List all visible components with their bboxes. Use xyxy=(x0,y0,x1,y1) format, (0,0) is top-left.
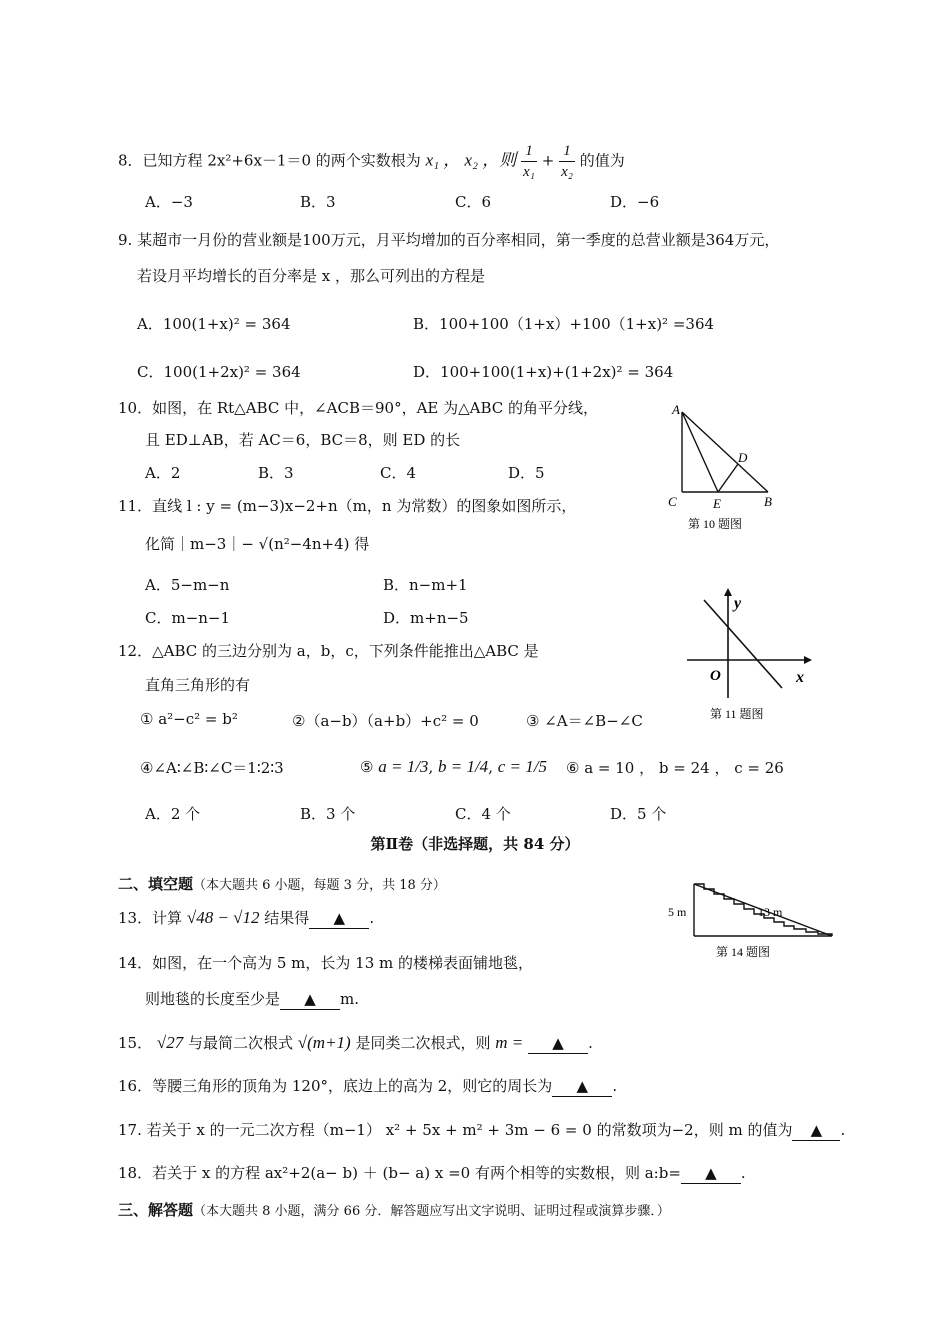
q9-line1: 9. 某超市一月份的营业额是100万元，月平均增加的百分率相同，第一季度的总营业额是364万元， xyxy=(118,231,780,249)
q9-option-a: A．100(1+x)² = 364 xyxy=(137,315,291,333)
q18: 18．若关于 x 的方程 ax²+2(a− b) ＋ (b− a) x =0 有两个相等的实数根，则 a:b= ▲ . xyxy=(118,1164,746,1182)
q12-cond-6: ⑥ a = 10 ， b = 24 ， c = 26 xyxy=(566,759,784,777)
q10-label-b: B xyxy=(764,494,772,509)
q10-side-ab xyxy=(682,412,768,492)
q10-segment-ed xyxy=(718,464,738,492)
q11-figure xyxy=(682,588,812,723)
q14-figure xyxy=(660,878,840,963)
q12-option-d: D．5 个 xyxy=(610,805,667,823)
q8-option-c: C．6 xyxy=(455,193,492,211)
q12-option-a: A．2 个 xyxy=(145,805,201,823)
q14-label-length: 13 m xyxy=(758,905,783,919)
q11-caption: 第 11 题图 xyxy=(710,707,764,721)
q10-line1: 10．如图，在 Rt△ABC 中，∠ACB＝90°，AE 为△ABC 的角平分线， xyxy=(118,399,599,417)
q14-answer-blank[interactable]: ▲ xyxy=(280,989,340,1010)
q12-option-c: C．4 个 xyxy=(455,805,511,823)
q11-label-o: O xyxy=(710,668,721,684)
q8-option-a: A．−3 xyxy=(145,193,193,211)
q10-label-c: C xyxy=(668,494,677,509)
q14-line1: 14．如图，在一个高为 5 m，长为 13 m 的楼梯表面铺地毯， xyxy=(118,954,534,972)
q18-answer-blank[interactable]: ▲ xyxy=(681,1163,741,1184)
q12-line2: 直角三角形的有 xyxy=(145,676,251,694)
q11-option-d: D．m+n−5 xyxy=(383,609,469,627)
q15-answer-blank[interactable]: ▲ xyxy=(528,1033,588,1054)
q11-x-arrow xyxy=(804,656,812,664)
q12-cond-4: ④∠A∶∠B∶∠C＝1∶2∶3 xyxy=(140,759,284,777)
q8-option-d: D．−6 xyxy=(610,193,660,211)
q11-line1: 11．直线 l : y = (m−3)x−2+n（m，n 为常数）的图象如图所示， xyxy=(118,497,577,515)
q11-y-arrow xyxy=(724,588,732,596)
q8-stem: 8．已知方程 2x²+6x－1＝0 的两个实数根为 x₁ ， x₂ ，则 $\frac{1}{\text{x₁}}$ + $\frac{1}{\text{x₂}}$ 的值为 xyxy=(118,143,625,180)
section2-header: 二、填空题（本大题共 6 小题，每题 3 分，共 18 分） xyxy=(118,875,446,893)
q10-option-b: B．3 xyxy=(258,464,294,482)
q16: 16．等腰三角形的顶角为 120°，底边上的高为 2，则它的周长为 ▲ . xyxy=(118,1077,618,1095)
q12-cond-5: ⑤ a = 1/3, b = 1/4, c = 1/5 xyxy=(360,757,547,776)
q9-option-b: B．100+100（1+x）+100（1+x)² =364 xyxy=(413,315,715,333)
q12-cond-3: ③ ∠A＝∠B−∠C xyxy=(526,712,643,730)
q10-label-d: D xyxy=(738,450,748,465)
q10-label-a: A xyxy=(672,402,680,417)
q8-option-b: B．3 xyxy=(300,193,336,211)
q10-figure xyxy=(660,400,790,535)
q14-line2: 则地毯的长度至少是 ▲ m. xyxy=(145,990,360,1008)
q11-label-x: x xyxy=(796,669,804,686)
q12-line1: 12．△ABC 的三边分别为 a，b，c，下列条件能推出△ABC 是 xyxy=(118,642,539,660)
q13-answer-blank[interactable]: ▲ xyxy=(309,908,369,929)
q15: 15． √27 与最简二次根式 √(m+1) 是同类二次根式，则 m = ▲ . xyxy=(118,1033,593,1052)
q10-option-d: D．5 xyxy=(508,464,545,482)
q11-option-c: C．m−n−1 xyxy=(145,609,231,627)
q17-answer-blank[interactable]: ▲ xyxy=(792,1120,840,1141)
q9-option-c: C．100(1+2x)² = 364 xyxy=(137,363,301,381)
q12-cond-2: ②（a−b）（a+b）+c² = 0 xyxy=(292,712,479,730)
q10-option-a: A．2 xyxy=(145,464,181,482)
q11-option-b: B．n−m+1 xyxy=(383,576,468,594)
q10-caption: 第 10 题图 xyxy=(688,517,743,531)
q12-cond-1: ① a²−c² = b² xyxy=(140,710,238,728)
q8-frac1: $\frac{1}{\text{x₁}}$ xyxy=(523,143,535,180)
q8-frac2: $\frac{1}{\text{x₂}}$ xyxy=(561,143,573,180)
q16-answer-blank[interactable]: ▲ xyxy=(552,1076,612,1097)
q9-option-d: D．100+100(1+x)+(1+2x)² = 364 xyxy=(413,363,674,381)
q10-label-e: E xyxy=(713,496,721,511)
q17: 17. 若关于 x 的一元二次方程（m−1） x² + 5x + m² + 3m − 6 = 0 的常数项为−2，则 m 的值为 ▲ . xyxy=(118,1121,846,1139)
q14-label-height: 5 m xyxy=(668,905,687,919)
q9-line2: 若设月平均增长的百分率是 x ，那么可列出的方程是 xyxy=(137,267,485,285)
q11-line2: 化简｜m−3｜− √(n²−4n+4) 得 xyxy=(145,535,370,553)
q11-label-y: y xyxy=(734,595,742,612)
q10-bisector-ae xyxy=(682,412,718,492)
part2-title: 第Ⅱ卷（非选择题，共 84 分） xyxy=(370,835,580,853)
q13: 13．计算 √48 − √12 结果得 ▲ . xyxy=(118,908,375,927)
q10-option-c: C．4 xyxy=(380,464,417,482)
q11-option-a: A．5−m−n xyxy=(145,576,230,594)
q12-option-b: B．3 个 xyxy=(300,805,356,823)
q14-caption: 第 14 题图 xyxy=(716,945,771,959)
section3-header: 三、解答题（本大题共 8 小题，满分 66 分．解答题应写出文字说明、证明过程或演算步骤．） xyxy=(118,1201,670,1219)
q10-line2: 且 ED⊥AB，若 AC＝6，BC＝8，则 ED 的长 xyxy=(145,431,461,449)
